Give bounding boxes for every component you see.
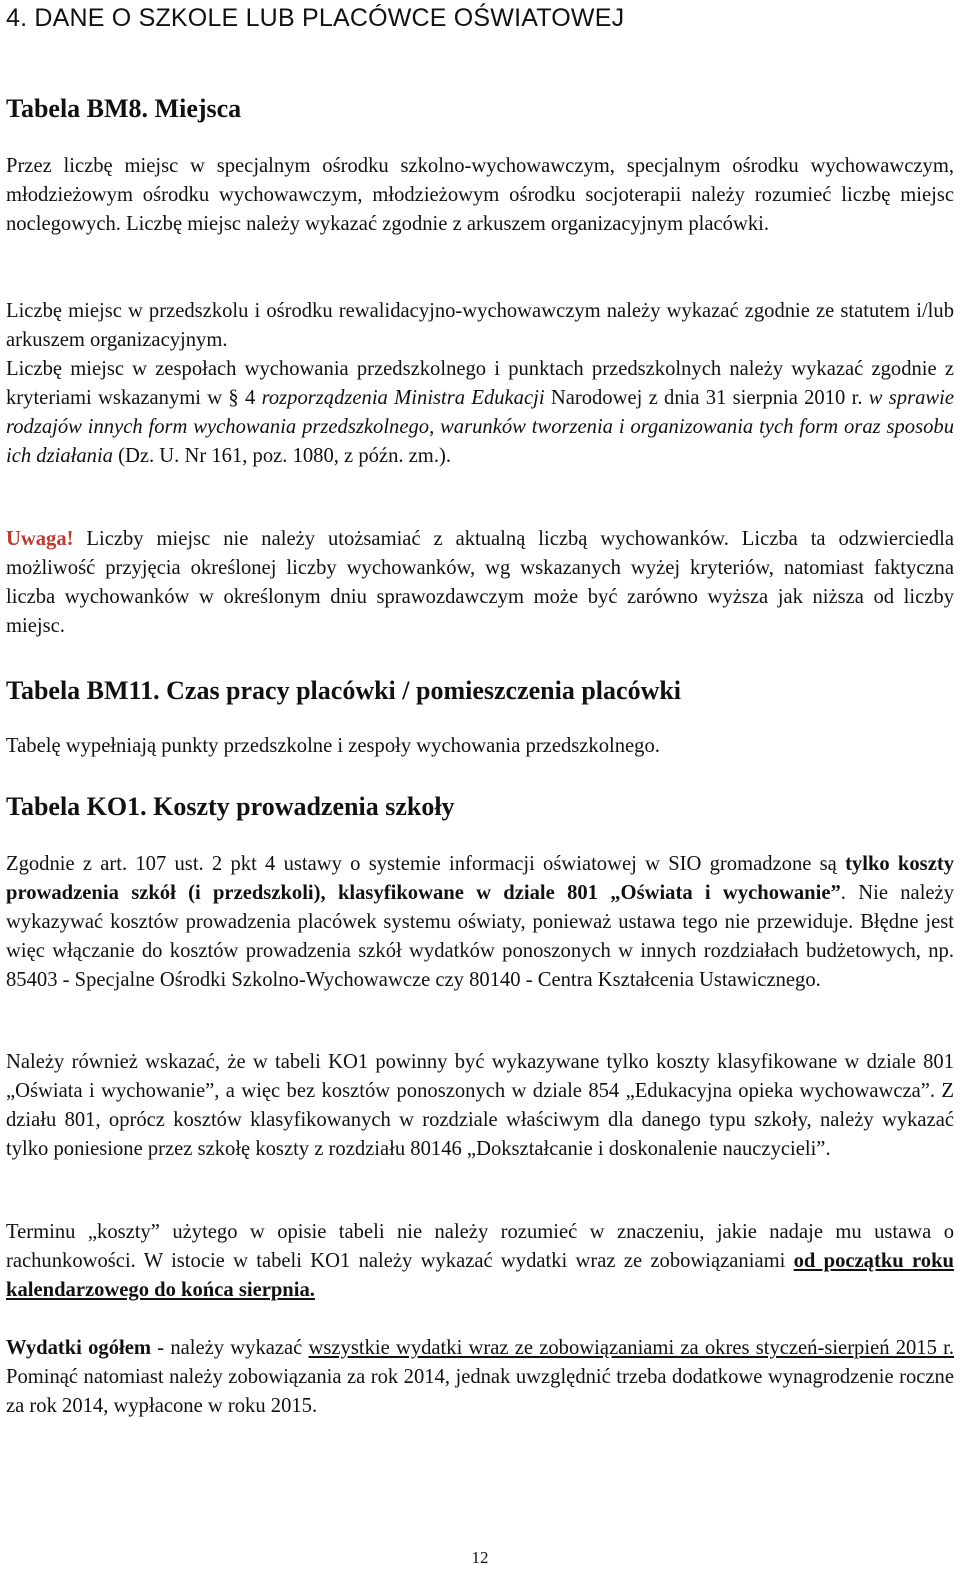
ko1-p1-text-a: Zgodnie z art. 107 ust. 2 pkt 4 ustawy o systemie informacji oświatowej w SIO gromadzone są (6, 853, 846, 875)
bm8-paragraph-1: Przez liczbę miejsc w specjalnym ośrodku szkolno-wychowawczym, specjalnym ośrodku wychowawczym, młodzieżowym ośrodku wychowawczym, młodzieżowym ośrodku socjoterapii należy rozumieć liczbę miejsc noclegowych. Liczbę miejsc należy wykazać zgodnie z arkuszem organizacyjnym placówki. (6, 155, 954, 235)
ko1-p3-period: od początku roku kalendarzowego do końca sierpnia. (6, 1250, 954, 1301)
bm8-p3-text-a: Liczbę miejsc w zespołach wychowania przedszkolnego i punktach przedszkolnych należy wykazać zgodnie z kryteriami wskazanymi w § 4 (6, 358, 954, 409)
ko1-paragraph-1 (6, 850, 954, 995)
ko1-paragraph-3 (6, 1218, 954, 1305)
ko1-paragraph-4 (6, 1334, 954, 1421)
ko1-p4-text-d: Pominąć natomiast należy zobowiązania za rok 2014, jednak uwzględnić trzeba dodatkowe wynagrodzenie roczne za rok 2014, wypłacone w roku 2015. (6, 1366, 954, 1417)
ko1-p1-text-c: . Nie należy wykazywać kosztów prowadzenia placówek systemu oświaty, ponieważ ustawa tego nie przewiduje. Błędne jest więc włączanie do kosztów prowadzenia szkół wydatków ponoszonych w innych rozdziałach budżetowych, np. 85403 - Specjalne Ośrodki Szkolno-Wychowawcze czy 80140 - Centra Kształcenia Ustawicznego. (6, 882, 954, 991)
ko1-p4-term: Wydatki ogółem (6, 1337, 152, 1359)
bm8-p3-text-c: Narodowej z dnia 31 sierpnia 2010 r. (544, 387, 869, 409)
ko1-p1-emphasis: tylko koszty prowadzenia szkół (i przedszkoli), klasyfikowane w dziale 801 „Oświata i wychowanie” (6, 853, 954, 904)
bm8-p3-text-e: (Dz. U. Nr 161, poz. 1080, z późn. zm.). (112, 445, 451, 467)
bm8-p4-text: Liczby miejsc nie należy utożsamiać z aktualną liczbą wychowanków. Liczba ta odzwierciedla możliwość przyjęcia określonej liczby wychowanków, wg wskazanych wyżej kryteriów, natomiast faktyczna liczba wychowanków w określonym dniu sprawozdawczym może być zarówno wyższa jak niższa od liczby miejsc. (6, 528, 954, 637)
bm8-paragraph-2: Liczbę miejsc w przedszkolu i ośrodku rewalidacyjno-wychowawczym należy wykazać zgodnie ze statutem i/lub arkuszem organizacyjnym. (6, 300, 954, 351)
bm8-p3-regulation: rozporządzenia Ministra Edukacji (261, 387, 545, 409)
heading-bm8: Tabela BM8. Miejsca (6, 94, 242, 123)
ko1-paragraph-2: Należy również wskazać, że w tabeli KO1 powinny być wykazywane tylko koszty klasyfikowane w dziale 801 „Oświata i wychowanie”, a więc bez kosztów ponoszonych w dziale 854 „Edukacyjna opieka wychowawcza”. Z działu 801, oprócz kosztów klasyfikowanych w rozdziale właściwym dla danego typu szkoły, należy wykazać tylko poniesione przez szkołę koszty z rozdziału 80146 „Dokształcanie i doskonalenie nauczycieli”. (6, 1051, 954, 1160)
heading-bm11: Tabela BM11. Czas pracy placówki / pomieszczenia placówki (6, 676, 682, 705)
heading-ko1: Tabela KO1. Koszty prowadzenia szkoły (6, 792, 455, 821)
ko1-p4-text-b: - należy wykazać (151, 1337, 309, 1359)
bm8-paragraph-3 (6, 355, 954, 471)
page-number: 12 (471, 1548, 489, 1567)
section-title: 4. DANE O SZKOLE LUB PLACÓWCE OŚWIATOWEJ (6, 4, 625, 32)
ko1-p4-scope: wszystkie wydatki wraz ze zobowiązaniami za okres styczeń-sierpień 2015 r. (308, 1337, 954, 1359)
bm8-p3-regulation-title: w sprawie rodzajów innych form wychowania przedszkolnego, warunków tworzenia i organizowania tych form oraz sposobu ich działania (6, 387, 955, 467)
bm8-paragraph-4 (6, 525, 954, 641)
warning-label: Uwaga! (6, 528, 74, 550)
ko1-p3-text-a: Terminu „koszty” użytego w opisie tabeli nie należy rozumieć w znaczeniu, jakie nadaje mu ustawa o rachunkowości. W istocie w tabeli KO1 należy wykazać wydatki wraz ze zobowiązaniami (6, 1221, 954, 1272)
bm11-paragraph-1: Tabelę wypełniają punkty przedszkolne i zespoły wychowania przedszkolnego. (6, 735, 660, 757)
